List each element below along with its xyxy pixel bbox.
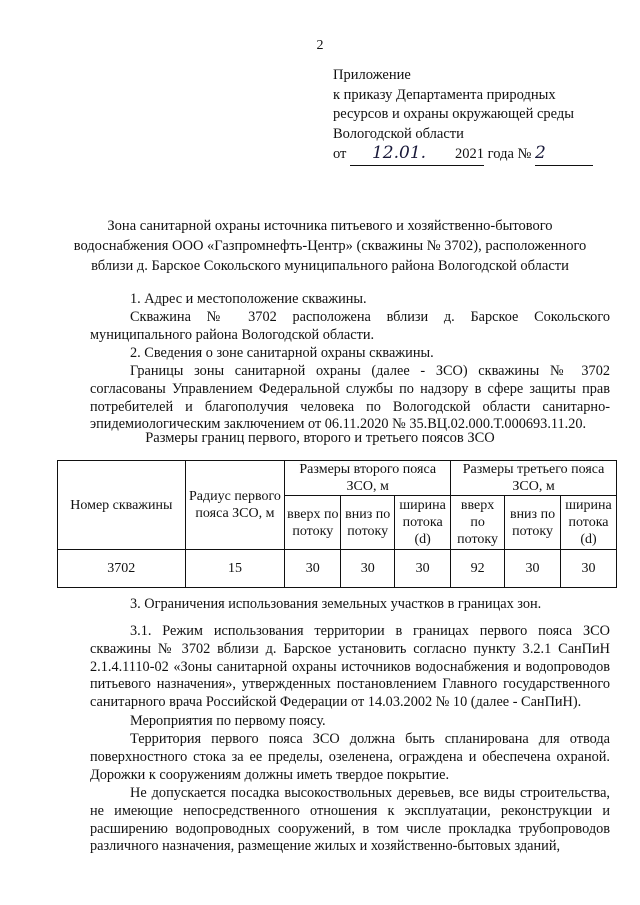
header-zone-2: Размеры второго пояса ЗСО, м <box>285 461 451 496</box>
appendix-line-4: Вологодской области <box>333 125 464 142</box>
section-3-heading: 3. Ограничения использования земельных участков в границах зон. <box>130 596 542 612</box>
appendix-block <box>333 66 593 166</box>
document-title: Зона санитарной охраны источника питьевого и хозяйственно-бытового водоснабжения ООО «Газпромнефть-Центр» (скважины № 3702), расположенного вблизи д. Барское Сокольского муниципального района Вологодской области <box>73 218 587 274</box>
header-z2-up: вверх по потоку <box>285 496 341 550</box>
header-z3-width: ширина потока (d) <box>560 496 616 550</box>
header-well-number: Номер скважины <box>58 461 186 550</box>
section-2-heading: 2. Сведения о зоне санитарной охраны скважины. <box>130 345 434 361</box>
cell-z2-up: 30 <box>285 550 341 588</box>
measures-heading: Мероприятия по первому поясу. <box>130 713 326 729</box>
year-value: 2021 <box>455 146 485 162</box>
cell-z3-width: 30 <box>560 550 616 588</box>
year-field <box>448 145 484 166</box>
section-1-heading: 1. Адрес и местоположение скважины. <box>130 291 367 307</box>
cell-z3-down: 30 <box>505 550 561 588</box>
zso-table <box>57 460 617 588</box>
header-z2-width: ширина потока (d) <box>395 496 451 550</box>
page-number: 2 <box>316 38 324 53</box>
header-z3-up: вверх по потоку <box>451 496 505 550</box>
year-suffix: года № <box>487 146 532 162</box>
ot-label: от <box>333 146 347 162</box>
table-caption: Размеры границ первого, второго и третьего поясов ЗСО <box>145 430 495 446</box>
cell-z3-up: 92 <box>451 550 505 588</box>
date-field <box>350 144 448 166</box>
cell-radius: 15 <box>185 550 285 588</box>
measures-text: Территория первого пояса ЗСО должна быть спланирована для отвода поверхностного стока за ее пределы, озеленена, ограждена и обеспечена охраной. Дорожки к сооружениям должны иметь твердое покрытие. <box>90 731 610 783</box>
handwritten-date: 12.01. <box>371 143 427 163</box>
restrictions-text: Не допускается посадка высокоствольных деревьев, все виды строительства, не имеющие непосредственного отношения к эксплуатации, реконструкции и расширению водопроводных сооружений, в том числе прокладка трубопроводов различного назначения, размещение жилых и хозяйственно-бытовых зданий, <box>90 785 610 855</box>
appendix-line-1: Приложение <box>333 67 411 83</box>
section-1-text: Скважина № 3702 расположена вблизи д. Барское Сокольского муниципального района Вологодской области. <box>90 309 610 343</box>
appendix-line-2: к приказу Департамента природных <box>333 86 556 103</box>
handwritten-number: 2 <box>534 143 546 163</box>
section-3-1-text: 3.1. Режим использования территории в границах первого пояса ЗСО скважины № 3702 вблизи д. Барское установить согласно пункту 3.2.1 СанПиН 2.1.4.1110-02 «Зоны санитарной охраны источников водоснабжения и водопроводов питьевого назначения», утвержденных постановлением Главного государственного санитарного врача Российской Федерации от 14.03.2002 № 10 (далее - СанПиН). <box>90 623 610 711</box>
header-zone-3: Размеры третьего пояса ЗСО, м <box>451 461 617 496</box>
appendix-date-line <box>333 144 593 166</box>
number-field <box>535 144 593 166</box>
cell-number: 3702 <box>58 550 186 588</box>
section-2-text: Границы зоны санитарной охраны (далее - ЗСО) скважины № 3702 согласованы Управлением Федеральной службы по надзору в сфере защиты прав потребителей и благополучия человека по Вологодской области санитарно-эпидемиологическим заключением от 06.11.2020 № 35.ВЦ.02.000.Т.000693.11.20. <box>90 363 610 433</box>
header-z3-down: вниз по потоку <box>505 496 561 550</box>
cell-z2-down: 30 <box>341 550 395 588</box>
cell-z2-width: 30 <box>395 550 451 588</box>
table-row <box>58 550 617 588</box>
header-radius: Радиус первого пояса ЗСО, м <box>185 461 285 550</box>
appendix-line-3: ресурсов и охраны окружающей среды <box>333 106 575 122</box>
header-z2-down: вниз по потоку <box>341 496 395 550</box>
